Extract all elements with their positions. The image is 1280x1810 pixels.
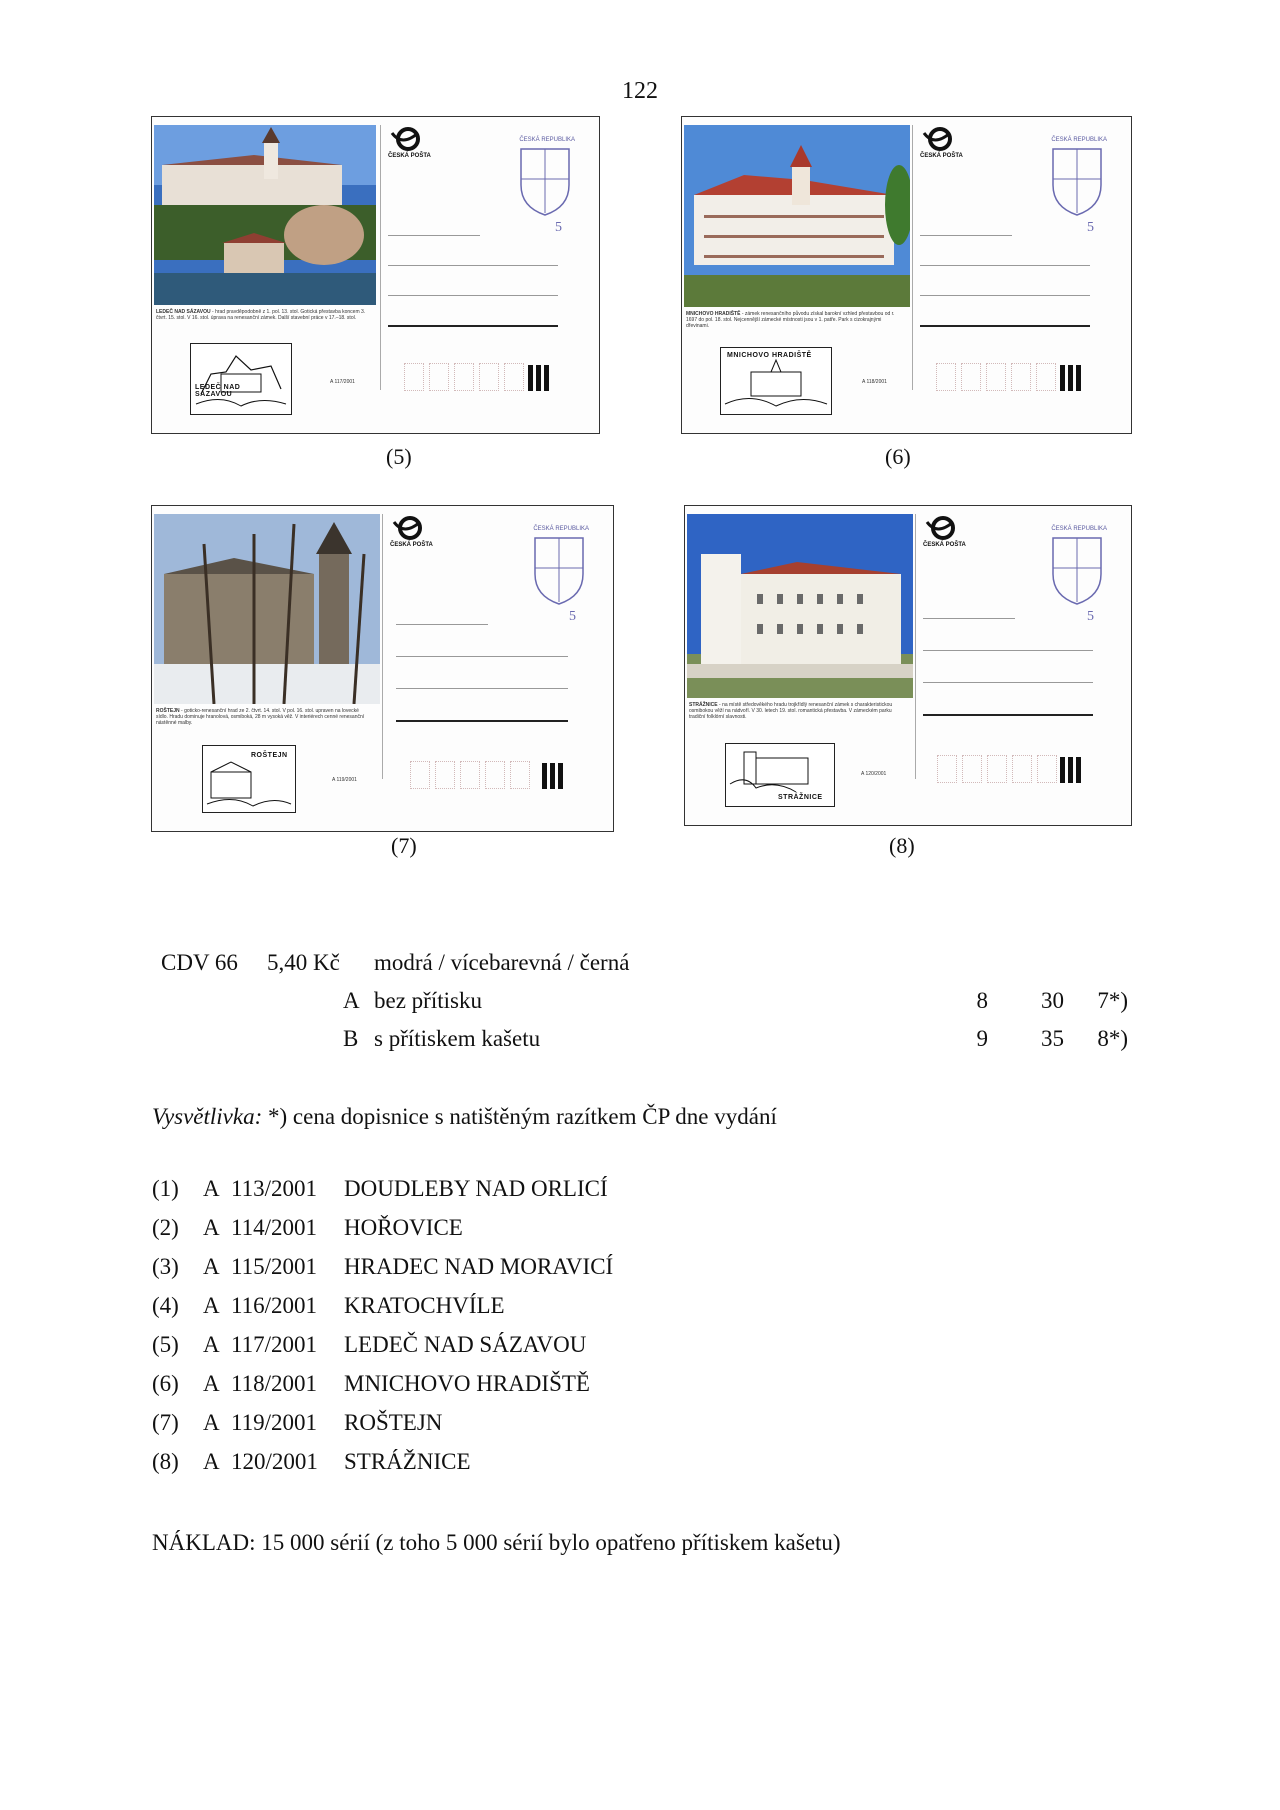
postal-code-boxes: [410, 761, 530, 789]
catalog-number: A 120/2001: [861, 771, 887, 777]
coat-of-arms-stamp-icon: [1047, 534, 1107, 624]
figure-label-7: (7): [391, 833, 417, 858]
variant-letter: A: [343, 988, 360, 1013]
address-line: [923, 650, 1093, 651]
address-line: [396, 688, 568, 689]
issue-colors: modrá / vícebarevná / černá: [374, 950, 630, 975]
cachet-imprint: [720, 347, 832, 415]
logo-text: ČESKÁ POŠTA: [388, 153, 431, 159]
cachet-name: STRÁŽNICE: [778, 794, 823, 801]
list-item: (7) A 119/2001 ROŠTEJN: [152, 1410, 443, 1435]
svg-text:5: 5: [555, 220, 562, 235]
stamp-label: ČESKÁ REPUBLIKA: [533, 526, 589, 532]
figure-label-8: (8): [889, 833, 915, 858]
address-line: [396, 656, 568, 657]
postcard-6: [681, 116, 1132, 434]
price-2: 30: [1041, 988, 1064, 1013]
variant-desc: s přítiskem kašetu: [374, 1026, 541, 1051]
barcode-bars: [542, 763, 563, 789]
cachet-imprint: [190, 343, 292, 415]
price-3: 8*): [1097, 1026, 1128, 1051]
price-2: 35: [1041, 1026, 1064, 1051]
address-line: [388, 325, 558, 327]
divider-line: [912, 125, 913, 390]
photo-caption: [156, 309, 371, 321]
chateau-photo: [684, 125, 910, 307]
address-line: [388, 295, 558, 296]
print-run: NÁKLAD: 15 000 sérií (z toho 5 000 sérií bylo opatřeno přítiskem kašetu): [152, 1530, 841, 1555]
chateau-photo: [687, 514, 913, 698]
divider-line: [382, 514, 383, 779]
postcard-5: [151, 116, 600, 434]
caption-text: - na místě středověkého hradu trojkřídlý renesanční zámek s charakteristickou osmibokou věží na nádvoří. V 30. letech 19. stol. romantická přestavba. V zámeckém parku tradiční folklórní slavnosti.: [689, 702, 893, 720]
cachet-name: LEDEČ NAD SÁZAVOU: [195, 384, 241, 398]
address-line: [920, 295, 1090, 296]
issue-code: CDV 66: [161, 950, 238, 975]
address-line: [396, 624, 488, 625]
issue-list: [152, 1176, 613, 1488]
caption-title: LEDEČ NAD SÁZAVOU: [156, 309, 211, 315]
caption-title: STRÁŽNICE: [689, 702, 718, 708]
note-label: Vysvětlivka:: [152, 1104, 263, 1129]
address-line: [920, 325, 1090, 327]
photo-caption: [686, 311, 901, 329]
list-item: (3) A 115/2001 HRADEC NAD MORAVICÍ: [152, 1254, 614, 1279]
postcard-7: [151, 505, 614, 832]
list-item: (6) A 118/2001 MNICHOVO HRADIŠTĚ: [152, 1371, 590, 1396]
figure-label-6: (6): [885, 444, 911, 469]
svg-text:5: 5: [569, 609, 576, 624]
barcode-bars: [1060, 757, 1081, 783]
divider-line: [380, 125, 381, 390]
note-text: *) cena dopisnice s natištěným razítkem ČP dne vydání: [268, 1104, 777, 1129]
note: [152, 1104, 777, 1130]
address-line: [920, 265, 1090, 266]
caption-title: MNICHOVO HRADIŠTĚ: [686, 311, 741, 317]
postal-code-boxes: [937, 755, 1057, 783]
castle-photo: [154, 125, 376, 305]
coat-of-arms-stamp-icon: [529, 534, 589, 624]
photo-caption: [689, 702, 904, 720]
address-line: [388, 235, 480, 236]
price-3: 7*): [1097, 988, 1128, 1013]
cachet-name: MNICHOVO HRADIŠTĚ: [727, 352, 812, 359]
list-item: (1) A 113/2001 DOUDLEBY NAD ORLICÍ: [152, 1176, 608, 1201]
stamp-label: ČESKÁ REPUBLIKA: [519, 137, 575, 143]
logo-text: ČESKÁ POŠTA: [920, 153, 963, 159]
logo-text: ČESKÁ POŠTA: [390, 542, 433, 548]
postcard-8: [684, 505, 1132, 826]
postal-code-boxes: [936, 363, 1056, 391]
caption-title: ROŠTEJN: [156, 708, 180, 714]
svg-text:5: 5: [1087, 609, 1094, 624]
coat-of-arms-stamp-icon: [515, 145, 575, 235]
catalog-number: A 119/2001: [332, 777, 357, 783]
stamp-label: ČESKÁ REPUBLIKA: [1051, 137, 1107, 143]
barcode-bars: [1060, 365, 1081, 391]
stamp-label: ČESKÁ REPUBLIKA: [1051, 526, 1107, 532]
cachet-imprint: [202, 745, 296, 813]
figure-label-5: (5): [386, 444, 412, 469]
cachet-name: ROŠTEJN: [251, 752, 288, 759]
address-line: [923, 618, 1015, 619]
catalog-number: A 118/2001: [862, 379, 887, 385]
address-line: [923, 714, 1093, 716]
caption-text: - zámek renesančního původu získal barokní vzhled přestavbou od r. 1697 do pol. 18. stol. Nejcennější zámecké místnosti jsou v 1. patře. Park s cizokrajnými dřevinami.: [686, 311, 895, 329]
caption-text: - hrad pravděpodobně z 1. pol. 13. stol. Gotická přestavba koncem 3. čtvrt. 15. stol. V 16. stol. úprava na renesanční zámek. Další stavební práce v 17.–18. stol.: [156, 309, 366, 321]
svg-text:5: 5: [1087, 220, 1094, 235]
price-1: 8: [976, 988, 988, 1013]
price-1: 9: [976, 1026, 988, 1051]
list-item: (2) A 114/2001 HOŘOVICE: [152, 1215, 463, 1240]
issue-value: 5,40 Kč: [267, 950, 340, 975]
address-line: [923, 682, 1093, 683]
variant-desc: bez přítisku: [374, 988, 482, 1013]
address-line: [388, 265, 558, 266]
barcode-bars: [528, 365, 549, 391]
coat-of-arms-stamp-icon: [1047, 145, 1107, 235]
photo-caption: [156, 708, 371, 726]
list-item: (4) A 116/2001 KRATOCHVÍLE: [152, 1293, 505, 1318]
address-line: [396, 720, 568, 722]
page-number: 122: [622, 78, 658, 104]
divider-line: [915, 514, 916, 779]
caption-text: - goticko-renesanční hrad ze 2. čtvrt. 14. stol. V pol. 16. stol. upraven na lovecké sídlo. Hradu dominuje hranolová, osmiboká, 28 m vysoká věž. V interiérech cenné renesanční nástěnné malby.: [156, 708, 365, 726]
logo-text: ČESKÁ POŠTA: [923, 542, 966, 548]
variant-letter: B: [343, 1026, 359, 1051]
list-item: (5) A 117/2001 LEDEČ NAD SÁZAVOU: [152, 1332, 587, 1357]
address-line: [920, 235, 1012, 236]
postal-code-boxes: [404, 363, 524, 391]
cachet-imprint: [725, 743, 835, 807]
list-item: (8) A 120/2001 STRÁŽNICE: [152, 1449, 471, 1474]
castle-photo: [154, 514, 380, 704]
catalog-number: A 117/2001: [330, 379, 355, 385]
